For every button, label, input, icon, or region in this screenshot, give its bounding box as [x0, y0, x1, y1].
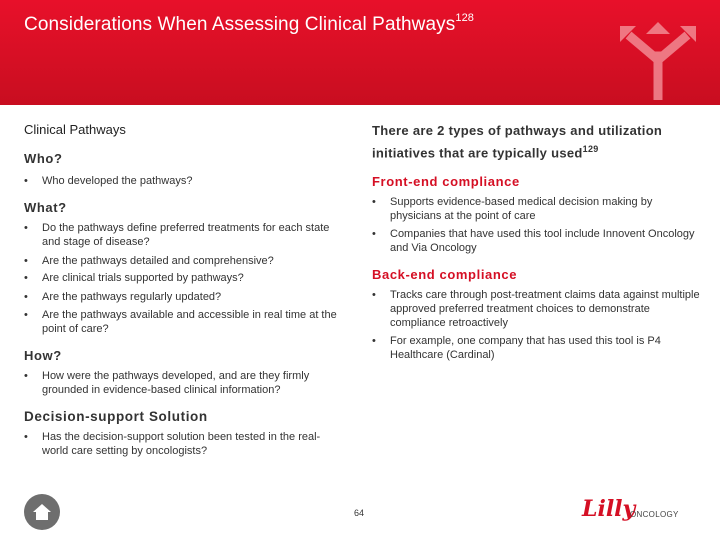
list-item: • Do the pathways define preferred treatments for each state and stage of disease? — [24, 221, 344, 249]
left-heading: Clinical Pathways — [24, 122, 126, 137]
list-item: • Are the pathways detailed and comprehensive? — [24, 254, 344, 268]
title-reference: 128 — [455, 12, 475, 24]
front-end-list — [372, 195, 702, 255]
section-heading-who: Who? — [24, 151, 63, 166]
page-title-text: Considerations When Assessing Clinical Pathways — [24, 14, 456, 35]
right-column — [372, 122, 702, 362]
page-title — [24, 14, 474, 36]
list-item: • Supports evidence-based medical decision making by physicians at the point of care — [372, 195, 702, 223]
right-heading — [372, 122, 702, 162]
page-number: 64 — [354, 508, 365, 518]
what-list — [24, 221, 344, 336]
list-item: • Companies that have used this tool include Innovent Oncology and Via Oncology — [372, 227, 702, 255]
list-item: • How were the pathways developed, and are they firmly grounded in evidence-based clinical information? — [24, 369, 344, 397]
section-heading-what: What? — [24, 200, 67, 215]
right-heading-reference: 129 — [582, 144, 599, 154]
list-item: • Who developed the pathways? — [24, 174, 344, 188]
section-heading-back-end: Back-end compliance — [372, 267, 518, 283]
how-list — [24, 369, 344, 397]
section-heading-front-end: Front-end compliance — [372, 174, 520, 190]
header-banner — [0, 0, 720, 105]
home-icon — [32, 502, 52, 522]
who-list — [24, 174, 344, 188]
list-item: • Are the pathways available and accessible in real time at the point of care? — [24, 308, 344, 336]
home-button[interactable] — [24, 494, 60, 530]
right-heading-text: There are 2 types of pathways and utilization initiatives that are typically used — [372, 123, 663, 161]
section-heading-decision-support: Decision-support Solution — [24, 409, 208, 424]
logo-subtitle: ONCOLOGY — [630, 510, 679, 519]
list-item: • Has the decision-support solution been tested in the real-world care setting by oncologists? — [24, 430, 344, 458]
section-heading-how: How? — [24, 348, 62, 363]
arrows-split-icon — [618, 20, 698, 100]
list-item: • Are the pathways regularly updated? — [24, 290, 344, 304]
company-logo — [582, 496, 702, 526]
list-item: • Tracks care through post-treatment claims data against multiple approved preferred treatment choices to demonstrate compliance retroactively — [372, 288, 702, 330]
list-item: • For example, one company that has used this tool is P4 Healthcare (Cardinal) — [372, 334, 702, 362]
decision-support-list — [24, 430, 344, 458]
back-end-list — [372, 288, 702, 362]
list-item: • Are clinical trials supported by pathways? — [24, 271, 344, 285]
logo-script: Lilly — [582, 496, 636, 522]
left-column — [24, 122, 344, 458]
